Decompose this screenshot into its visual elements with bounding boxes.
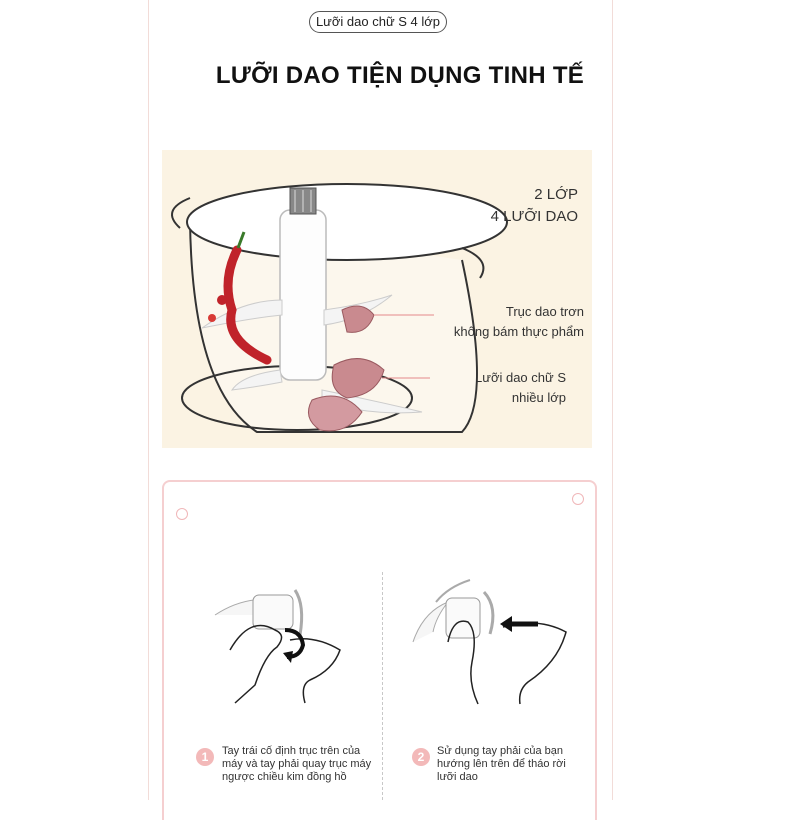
feature-badge: Lưỡi dao chữ S 4 lớp <box>309 11 447 33</box>
step-2-text: Sử dụng tay phải của bạn hướng lên trên để tháo rời lưỡi dao <box>437 745 566 783</box>
hands-pull-illustration <box>408 572 578 707</box>
step-2-number: 2 <box>412 748 430 766</box>
card-hole-right <box>572 493 584 505</box>
shaft-callout: Trục dao trơn không bám thực phẩm <box>453 304 584 339</box>
step-1-number: 1 <box>196 748 214 766</box>
steps-divider <box>382 572 383 800</box>
page-title: LƯỠI DAO TIỆN DỤNG TINH TẾ <box>215 62 585 89</box>
step-1-text: Tay trái cố định trục trên của máy và tay phải quay trục máy ngược chiều kim đồng hồ <box>222 745 372 783</box>
hands-twist-illustration <box>205 575 355 705</box>
layer-count-label: 2 LỚP 4 LƯỠI DAO <box>490 186 578 225</box>
right-guide-line <box>612 0 613 800</box>
left-guide-line <box>148 0 149 800</box>
blade-callout: Lưỡi dao chữ S nhiều lớp <box>475 370 566 405</box>
card-hole-left <box>176 508 188 520</box>
product-illustration-panel <box>162 150 592 448</box>
